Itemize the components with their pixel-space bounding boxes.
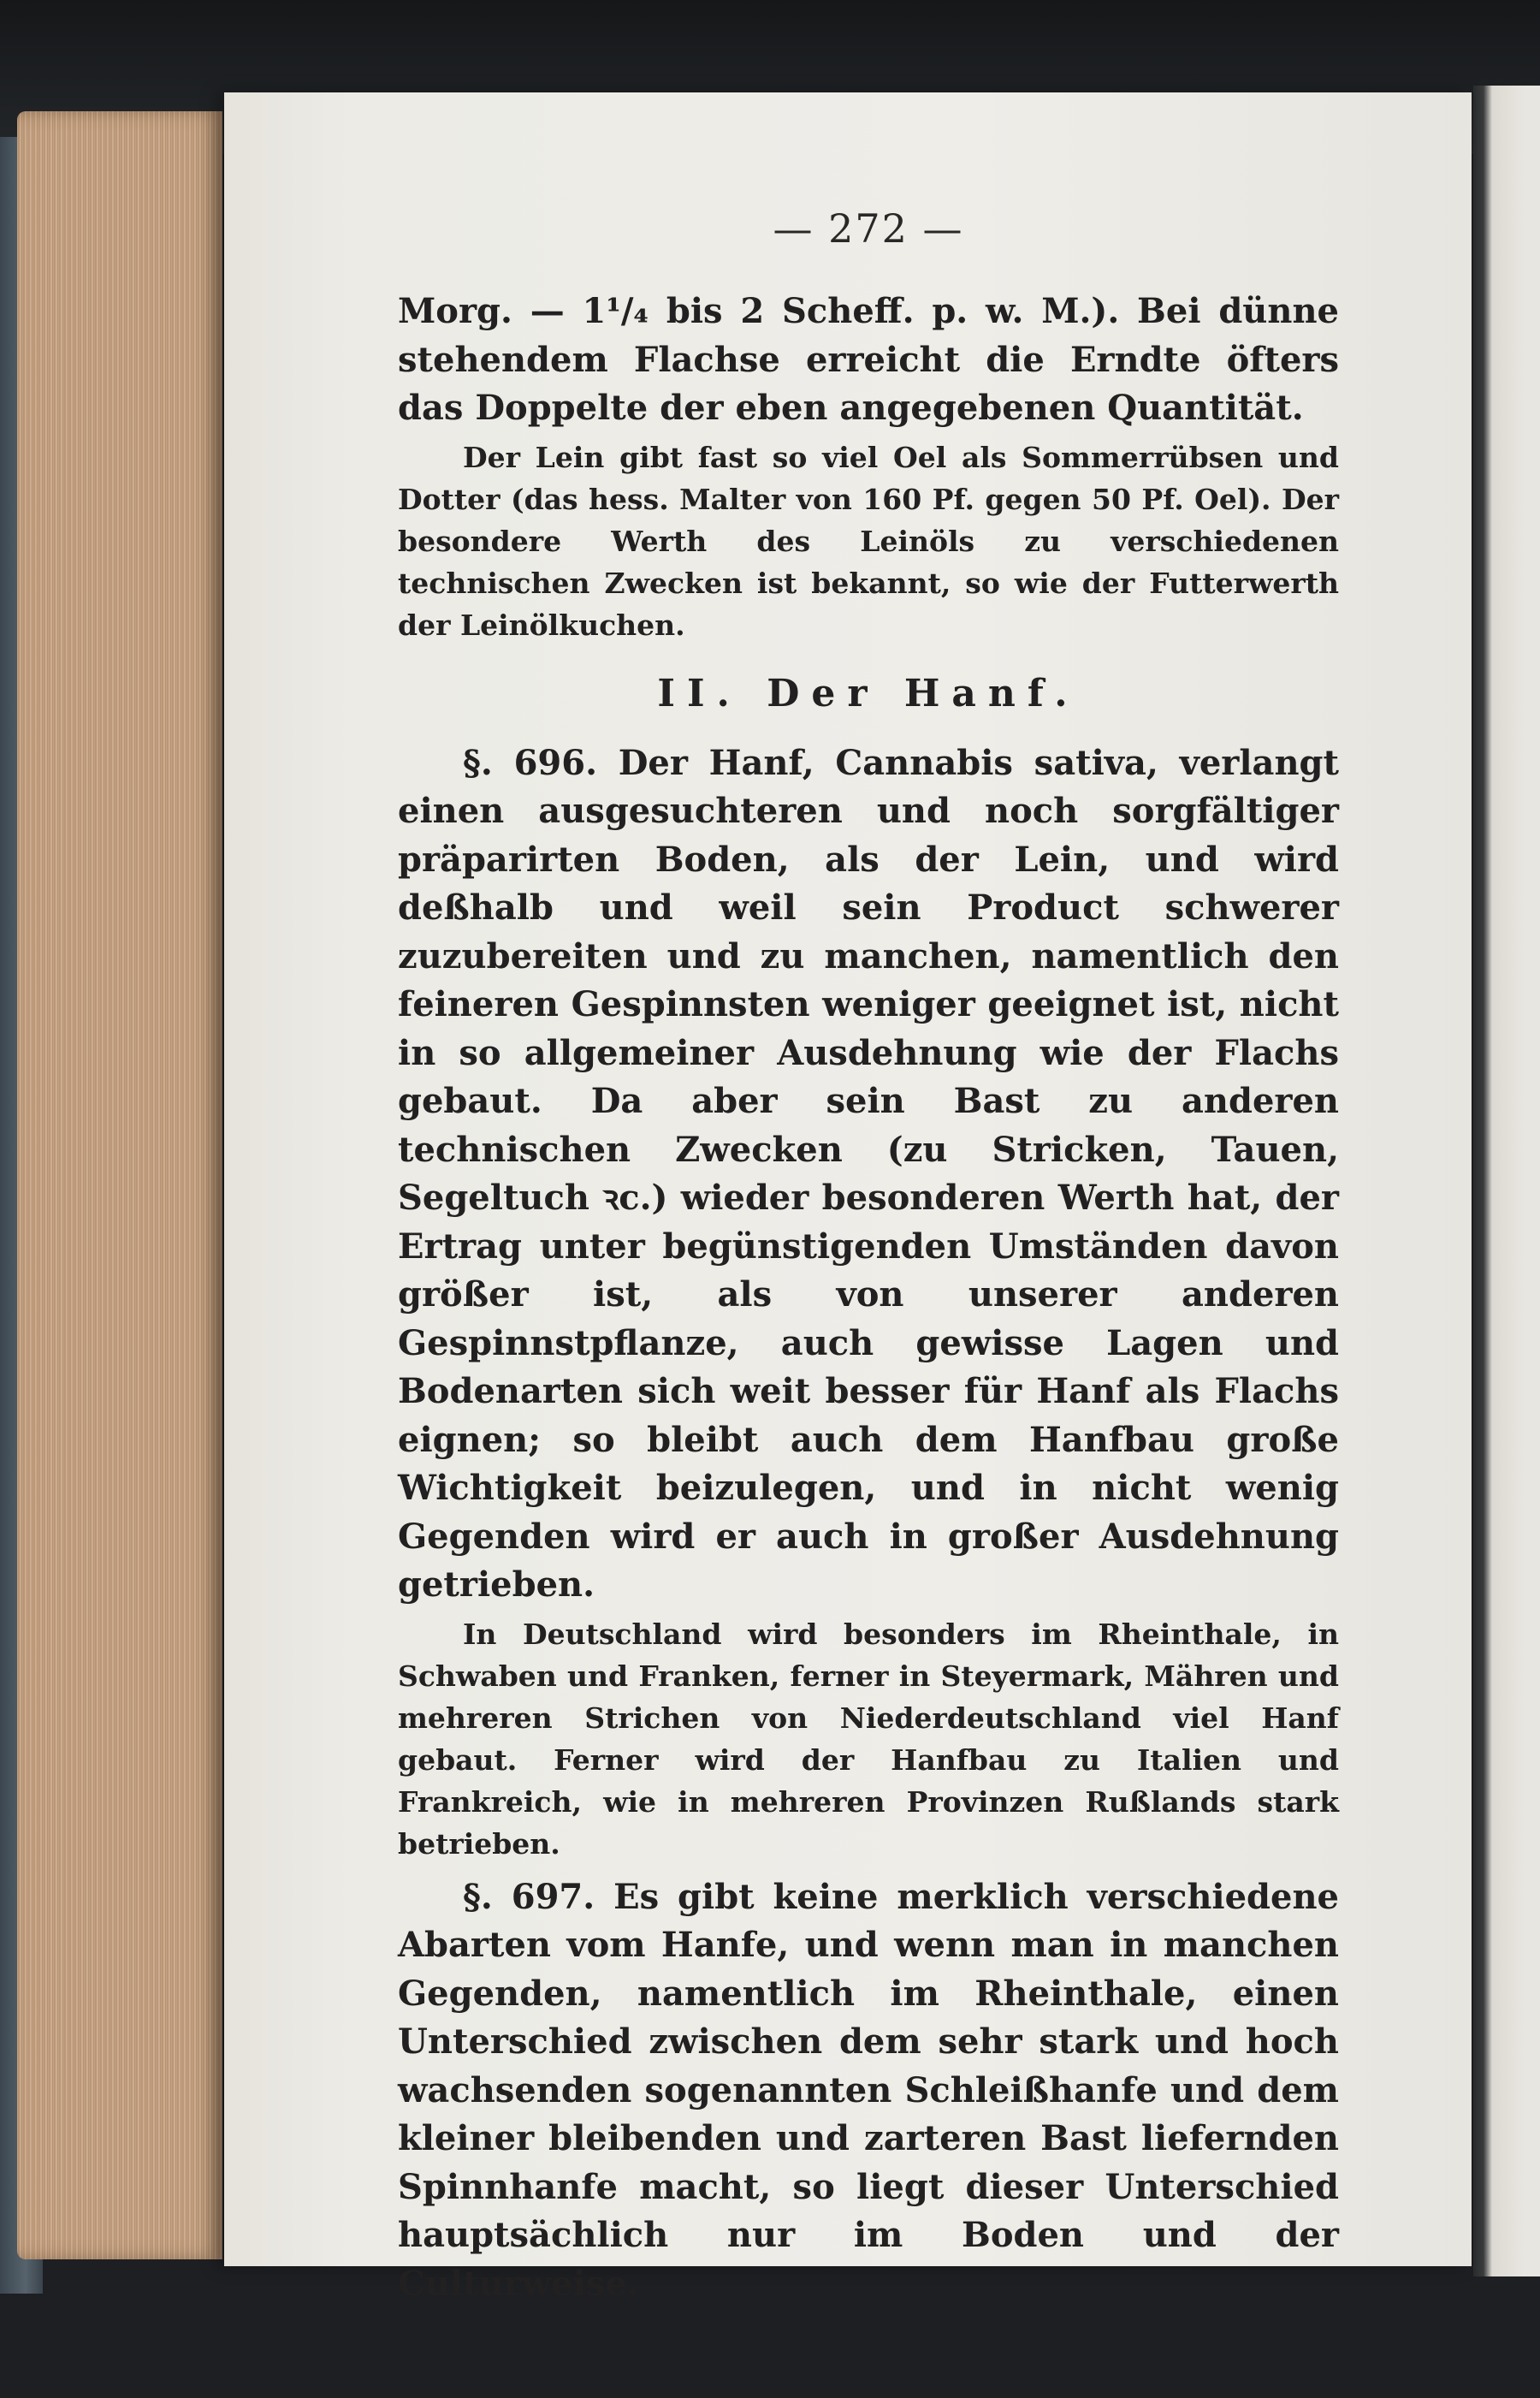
paragraph-697: §. 697. Es gibt keine merklich verschiedene Abarten vom Hanfe, und wenn man in manchen Gegenden, namentlich im Rheinthale, einen Unterschied zwischen dem sehr stark und hoch wachsenden sogenannten Schleißhanfe und dem kleiner bleibenden und zarteren Bast liefernden Spinnhanfe macht, so liegt dieser Unterschied hauptsächlich nur im Boden und der Culturweise. (398, 1876, 1339, 2304)
facing-page-edge (1473, 86, 1540, 2276)
page-content (398, 205, 1339, 2308)
note-lein-oel: Der Lein gibt fast so viel Oel als Sommerrübsen und Dotter (das hess. Malter von 160 Pf. gegen 50 Pf. Oel). Der besondere Werth des Leinöls zu verschiedenen technischen Zwecken ist bekannt, so wie der Futterwerth der Leinölkuchen. (398, 440, 1339, 642)
page-edges (17, 111, 222, 2259)
section-title: II. Der Hanf. (657, 671, 1080, 715)
paragraph-696: §. 696. Der Hanf, Cannabis sativa, verlangt einen ausgesuchteren und noch sorgfältiger präparirten Boden, als der Lein, und wird deßhalb und weil sein Product schwerer zuzubereiten und zu manchen, namentlich den feineren Gespinnsten weniger geeignet ist, nicht in so allgemeiner Ausdehnung wie der Flachs gebaut. Da aber sein Bast zu anderen technischen Zwecken (zu Stricken, Tauen, Segeltuch ꝛc.) wieder besonderen Werth hat, der Ertrag unter begünstigenden Umständen davon größer ist, als von unserer anderen Gespinnstpflanze, auch gewisse Lagen und Bodenarten sich weit besser für Hanf als Flachs eignen; so bleibt auch dem Hanfbau große Wichtigkeit beizulegen, und in nicht wenig Gegenden wird er auch in großer Ausdehnung getrieben. (398, 742, 1339, 1605)
page-number: — 272 — (773, 205, 964, 252)
paragraph-continuation: Morg. — 1¹/₄ bis 2 Scheff. p. w. M.). Bei dünne stehendem Flachse erreicht die Erndte öfters das Doppelte der eben angegebenen Quantität. (398, 291, 1339, 428)
note-hanf-regions: In Deutschland wird besonders im Rheinthale, in Schwaben und Franken, ferner in Steyermark, Mähren und mehreren Strichen von Niederdeutschland viel Hanf gebaut. Ferner wird der Hanfbau zu Italien und Frankreich, wie in mehreren Provinzen Rußlands stark betrieben. (398, 1617, 1339, 1861)
